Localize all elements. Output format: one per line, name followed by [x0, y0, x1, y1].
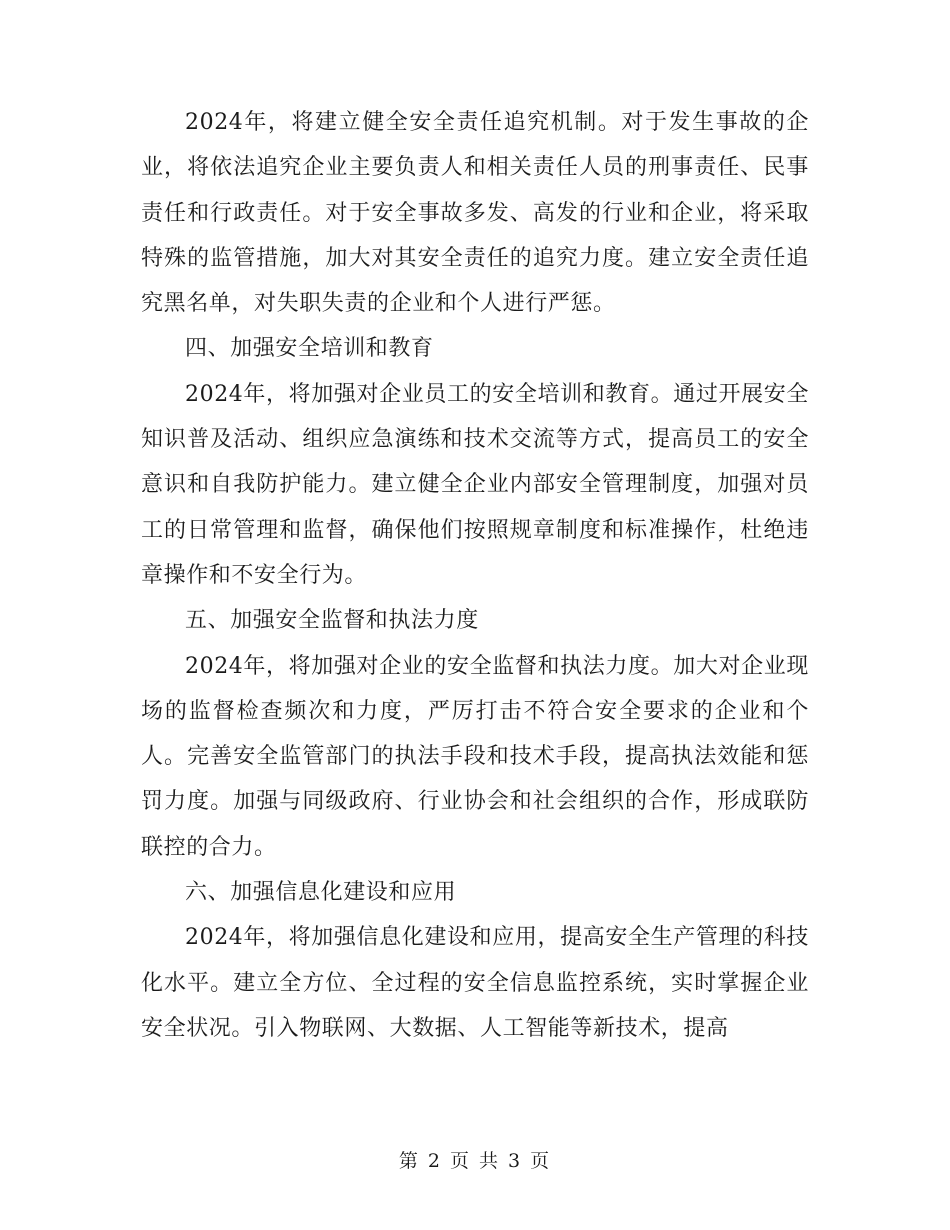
- paragraph-accountability: 2024年，将建立健全安全责任追究机制。对于发生事故的企业，将依法追究企业主要负责人和相关责任人员的刑事责任、民事责任和行政责任。对于安全事故多发、高发的行业和企业，将采取特殊的监管措施，加大对其安全责任的追究力度。建立安全责任追究黑名单，对失职失责的企业和个人进行严惩。: [141, 110, 809, 317]
- section-heading-informatization: 六、加强信息化建设和应用: [185, 880, 457, 906]
- paragraph-informatization: 2024年，将加强信息化建设和应用，提高安全生产管理的科技化水平。建立全方位、全过程的安全信息监控系统，实时掌握企业安全状况。引入物联网、大数据、人工智能等新技术，提高: [141, 925, 809, 1041]
- paragraph-supervision: 2024年，将加强对企业的安全监督和执法力度。加大对企业现场的监督检查频次和力度，严厉打击不符合安全要求的企业和个人。完善安全监管部门的执法手段和技术手段，提高执法效能和惩罚力度。加强与同级政府、行业协会和社会组织的合作，形成联防联控的合力。: [141, 653, 809, 860]
- page-number-footer: 第 2 页 共 3 页: [398, 1150, 552, 1172]
- document-body: [141, 100, 809, 1051]
- section-heading-supervision: 五、加强安全监督和执法力度: [185, 608, 479, 634]
- paragraph-training: 2024年，将加强对企业员工的安全培训和教育。通过开展安全知识普及活动、组织应急演练和技术交流等方式，提高员工的安全意识和自我防护能力。建立健全企业内部安全管理制度，加强对员工的日常管理和监督，确保他们按照规章制度和标准操作，杜绝违章操作和不安全行为。: [141, 381, 809, 588]
- section-heading-training: 四、加强安全培训和教育: [185, 336, 434, 362]
